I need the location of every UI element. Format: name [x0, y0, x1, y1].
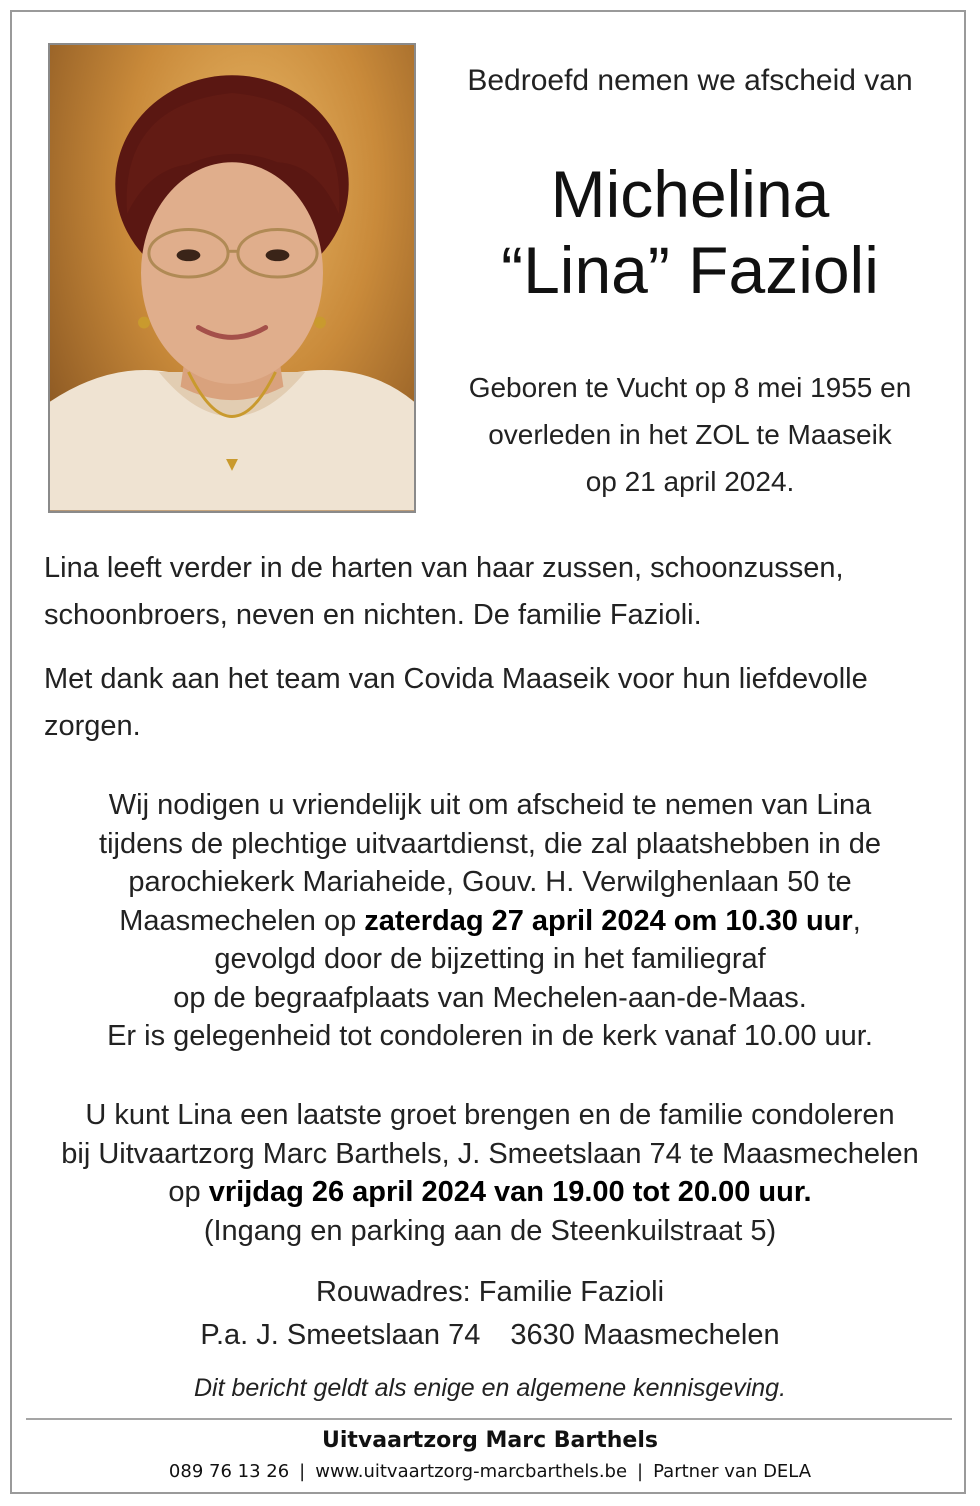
deceased-name [430, 156, 950, 308]
born-line-2: overleden in het ZOL te Maaseik [488, 419, 892, 450]
footer-separator: | [637, 1461, 644, 1482]
service-invitation [20, 786, 960, 1056]
visit-line-2: bij Uitvaartzorg Marc Barthels, J. Smeetslaan 74 te Maasmechelen [61, 1137, 919, 1170]
thanks-paragraph: Met dank aan het team van Covida Maaseik voor hun liefdevolle zorgen. [44, 663, 868, 742]
service-line-3: parochiekerk Mariaheide, Gouv. H. Verwilghenlaan 50 te [128, 866, 852, 898]
mourning-address [20, 1271, 960, 1357]
name-nickname-surname: “Lina” Fazioli [501, 233, 879, 307]
service-line-4-pre: Maasmechelen op [119, 904, 365, 937]
address-line-1: Rouwadres: Familie Fazioli [315, 1276, 665, 1308]
service-line-1: Wij nodigen u vriendelijk uit om afscheid te nemen van Lina [108, 789, 872, 821]
born-line-1: Geboren te Vucht op 8 mei 1955 en [468, 372, 912, 403]
footer-partner: Partner van DELA [653, 1461, 812, 1482]
family-paragraph: Lina leeft verder in de harten van haar zussen, schoonzussen, schoonbroers, neven en nichten. De familie Fazioli. [44, 552, 844, 631]
visit-line-3-pre: op [168, 1176, 209, 1208]
service-datetime: zaterdag 27 april 2024 om 10.30 uur [364, 904, 853, 937]
visit-datetime: vrijdag 26 april 2024 van 19.00 tot 20.00 uur. [208, 1176, 812, 1208]
birth-death-info [430, 364, 950, 505]
visit-line-4: (Ingang en parking aan de Steenkuilstraat 5) [203, 1214, 777, 1247]
address-city: 3630 Maasmechelen [510, 1319, 780, 1351]
visit-line-3 [20, 1173, 960, 1212]
footer-separator: | [299, 1461, 306, 1482]
service-line-7: Er is gelegenheid tot condoleren in de kerk vanaf 10.00 uur. [107, 1020, 873, 1052]
funeral-company-name: Uitvaartzorg Marc Barthels [322, 1428, 658, 1453]
born-line-3: op 21 april 2024. [585, 466, 795, 497]
visitation-info [20, 1096, 960, 1250]
address-line-2 [20, 1314, 960, 1357]
name-first: Michelina [550, 157, 830, 231]
service-line-4 [20, 902, 960, 941]
footer-website-link[interactable]: www.uitvaartzorg-marcbarthels.be [315, 1461, 628, 1482]
intro-text: Bedroefd nemen we afscheid van [467, 64, 913, 97]
address-street: P.a. J. Smeetslaan 74 [200, 1319, 481, 1351]
service-line-4-post: , [852, 904, 861, 937]
footer-contact-line [20, 1461, 960, 1482]
portrait-photo [48, 43, 416, 513]
footer-divider [26, 1418, 952, 1420]
service-line-5: gevolgd door de bijzetting in het familiegraf [214, 943, 766, 975]
visit-line-1: U kunt Lina een laatste groet brengen en de familie condoleren [85, 1099, 895, 1131]
notice-text: Dit bericht geldt als enige en algemene kennisgeving. [193, 1374, 787, 1402]
service-line-2: tijdens de plechtige uitvaartdienst, die zal plaatshebben in de [99, 827, 881, 860]
footer-phone[interactable]: 089 76 13 26 [168, 1461, 290, 1482]
service-line-6: op de begraafplaats van Mechelen-aan-de-Maas. [173, 981, 807, 1014]
